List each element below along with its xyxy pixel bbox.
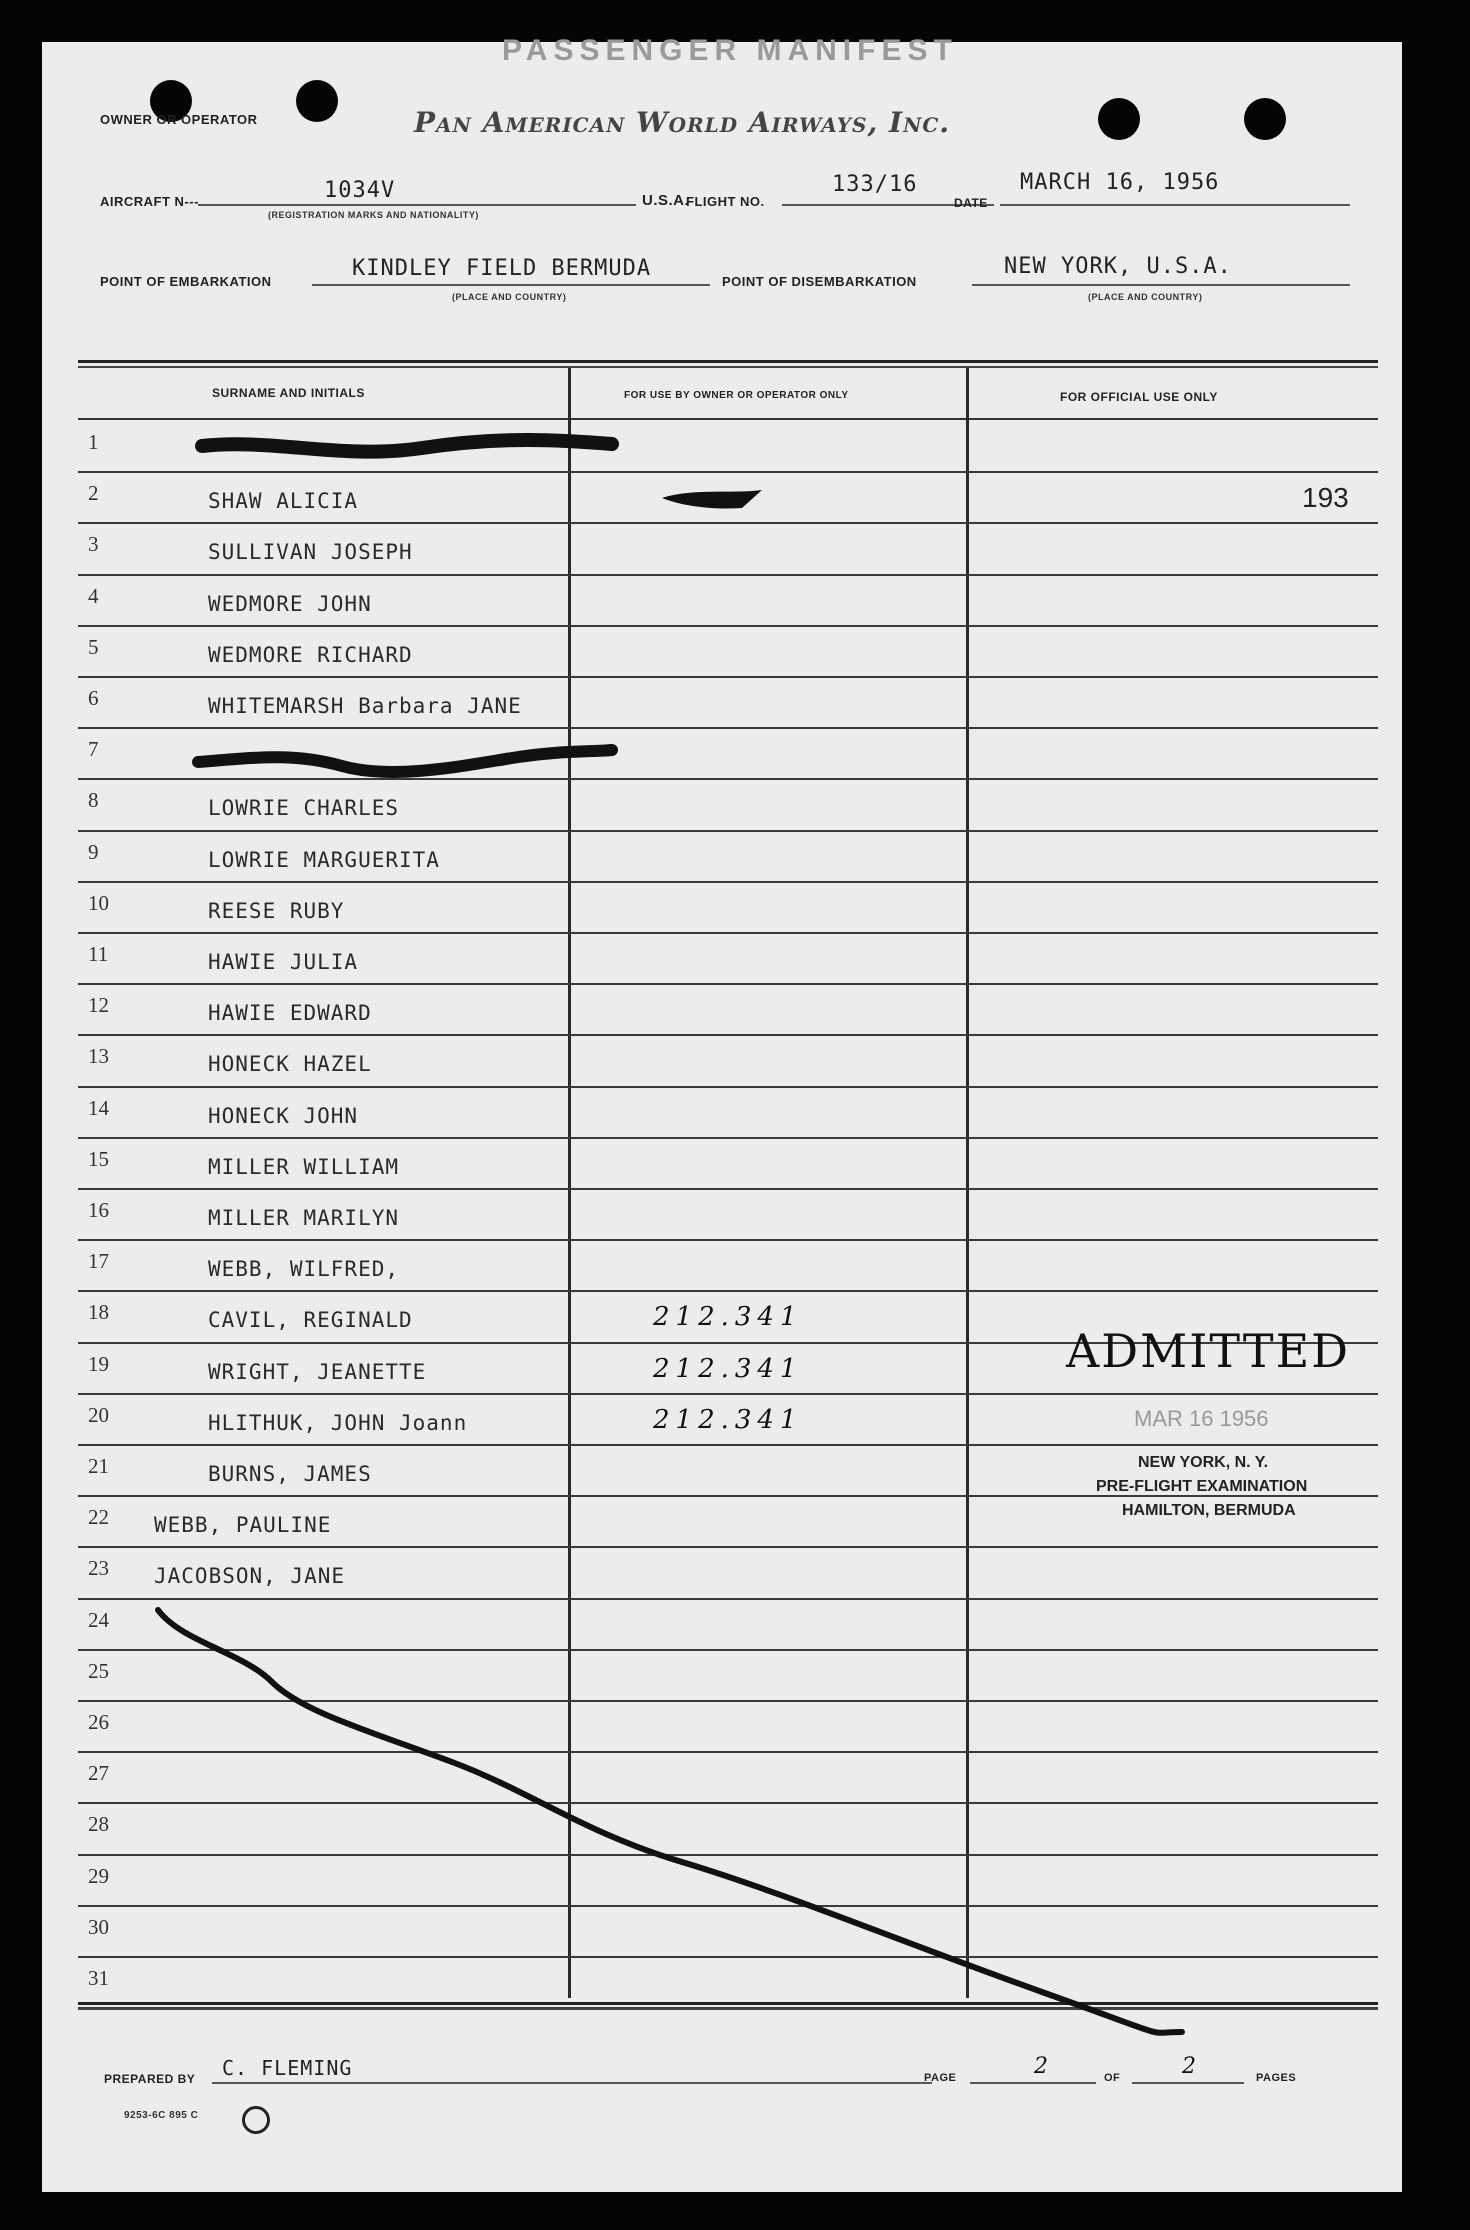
- redaction-marks: [42, 42, 1402, 2192]
- row-number: 18: [88, 1300, 109, 1325]
- embark-label: POINT OF EMBARKATION: [100, 274, 272, 289]
- row-number: 26: [88, 1710, 109, 1734]
- redaction-row-1: [202, 440, 612, 452]
- operator-code: 212.341: [653, 1404, 803, 1435]
- stamp-date: MAR 16 1956: [1134, 1406, 1269, 1431]
- passenger-name: SULLIVAN JOSEPH: [208, 540, 413, 565]
- flight-label: FLIGHT NO.: [686, 194, 765, 209]
- passenger-name: MILLER MARILYN: [208, 1206, 400, 1230]
- top-fragment: PASSENGER MANIFEST: [502, 34, 958, 67]
- prepared-label: PREPARED BY: [104, 2072, 196, 2086]
- operator-code: 212.341: [653, 1353, 803, 1384]
- form-number: 9253-6C 895 C: [124, 2110, 199, 2121]
- row-number: 23: [88, 1556, 109, 1581]
- passenger-name: LOWRIE CHARLES: [208, 796, 400, 821]
- row-number: 20: [88, 1402, 109, 1427]
- row-number: 21: [88, 1454, 109, 1478]
- passenger-name: WEBB, PAULINE: [154, 1513, 332, 1538]
- passenger-name: HONECK HAZEL: [208, 1052, 372, 1077]
- owner-label: OWNER OR OPERATOR: [100, 112, 258, 127]
- row-number: 13: [88, 1044, 109, 1069]
- row-number: 1: [88, 430, 99, 454]
- page-value: 2: [1034, 2054, 1052, 2079]
- date-value: MARCH 16, 1956: [1020, 170, 1220, 195]
- disembark-sub: (PLACE AND COUNTRY): [1088, 292, 1203, 302]
- row-number: 7: [88, 737, 99, 762]
- row-number: 17: [88, 1249, 109, 1274]
- pages-label: PAGES: [1256, 2072, 1297, 2084]
- row-number: 16: [88, 1198, 109, 1222]
- row-number: 30: [88, 1914, 109, 1939]
- passenger-name: WRIGHT, JEANETTE: [208, 1359, 427, 1384]
- page-label: PAGE: [924, 2072, 957, 2084]
- row-number: 29: [88, 1863, 109, 1888]
- passenger-name: HAWIE JULIA: [208, 950, 359, 974]
- disembark-label: POINT OF DISEMBARKATION: [722, 274, 917, 289]
- passenger-name: MILLER WILLIAM: [208, 1154, 400, 1179]
- operator-code: 212.341: [653, 1302, 803, 1333]
- passenger-name: JACOBSON, JANE: [154, 1564, 346, 1589]
- passenger-name: LOWRIE MARGUERITA: [208, 847, 440, 872]
- row-number: 31: [88, 1966, 109, 1990]
- passenger-name: HONECK JOHN: [208, 1103, 359, 1128]
- passenger-name: WEDMORE JOHN: [208, 591, 372, 616]
- of-label: OF: [1104, 2072, 1121, 2084]
- col-header-owner: FOR USE BY OWNER OR OPERATOR ONLY: [624, 390, 849, 401]
- date-label: DATE: [954, 196, 988, 210]
- passenger-name: WEDMORE RICHARD: [208, 642, 413, 667]
- redaction-row-7: [198, 750, 612, 772]
- of-value: 2: [1182, 2054, 1200, 2079]
- flight-value: 133/16: [832, 172, 918, 197]
- row-number: 25: [88, 1658, 109, 1683]
- manifest-sheet: [42, 34, 1402, 2192]
- disembark-value: NEW YORK, U.S.A.: [1004, 254, 1232, 279]
- row-number: 15: [88, 1146, 109, 1171]
- stamp-line3: HAMILTON, BERMUDA: [1122, 1502, 1296, 1519]
- printer-seal-icon: [242, 2106, 270, 2134]
- official-number: 193: [1302, 482, 1349, 513]
- row-number: 12: [88, 993, 109, 1018]
- stamp-line1: NEW YORK, N. Y.: [1138, 1454, 1269, 1471]
- row-number: 19: [88, 1351, 109, 1376]
- passenger-name: BURNS, JAMES: [208, 1462, 372, 1486]
- passenger-name: CAVIL, REGINALD: [208, 1308, 413, 1333]
- row-number: 9: [88, 839, 99, 864]
- passenger-name: HAWIE EDWARD: [208, 1001, 372, 1026]
- row-number: 4: [88, 583, 99, 608]
- passenger-name: WEBB, WILFRED,: [208, 1257, 400, 1282]
- aircraft-value: 1034V: [324, 178, 396, 203]
- stamp-line2: PRE-FLIGHT EXAMINATION: [1096, 1478, 1308, 1495]
- passenger-name: WHITEMARSH Barbara JANE: [208, 694, 522, 718]
- prepared-value: C. FLEMING: [222, 2056, 353, 2080]
- row-number: 28: [88, 1812, 109, 1837]
- passenger-name: HLITHUK, JOHN Joann: [208, 1410, 468, 1435]
- passenger-name: REESE RUBY: [208, 898, 345, 923]
- col-header-official: FOR OFFICIAL USE ONLY: [1060, 390, 1218, 404]
- cancel-line: [158, 1610, 1182, 2033]
- embark-sub: (PLACE AND COUNTRY): [452, 292, 567, 302]
- col-header-surname: SURNAME AND INITIALS: [212, 386, 365, 400]
- row-number: 5: [88, 634, 99, 659]
- row-number: 10: [88, 890, 109, 915]
- row-number: 2: [88, 481, 99, 506]
- row-number: 22: [88, 1505, 109, 1530]
- aircraft-sub: (REGISTRATION MARKS AND NATIONALITY): [268, 210, 479, 220]
- redaction-mark-row-2: [662, 490, 762, 509]
- row-number: 27: [88, 1761, 109, 1786]
- aircraft-label: AIRCRAFT N---: [100, 194, 199, 209]
- stamp-admitted: ADMITTED: [1066, 1324, 1351, 1378]
- embark-value: KINDLEY FIELD BERMUDA: [352, 256, 652, 281]
- row-number: 24: [88, 1607, 109, 1632]
- operator-name: Pan American World Airways, Inc.: [414, 106, 951, 139]
- row-number: 8: [88, 788, 99, 813]
- row-number: 11: [88, 942, 109, 966]
- row-number: 6: [88, 686, 99, 710]
- row-number: 3: [88, 532, 99, 557]
- usa-label: U.S.A.: [642, 192, 690, 209]
- row-number: 14: [88, 1095, 109, 1120]
- passenger-name: SHAW ALICIA: [208, 489, 359, 514]
